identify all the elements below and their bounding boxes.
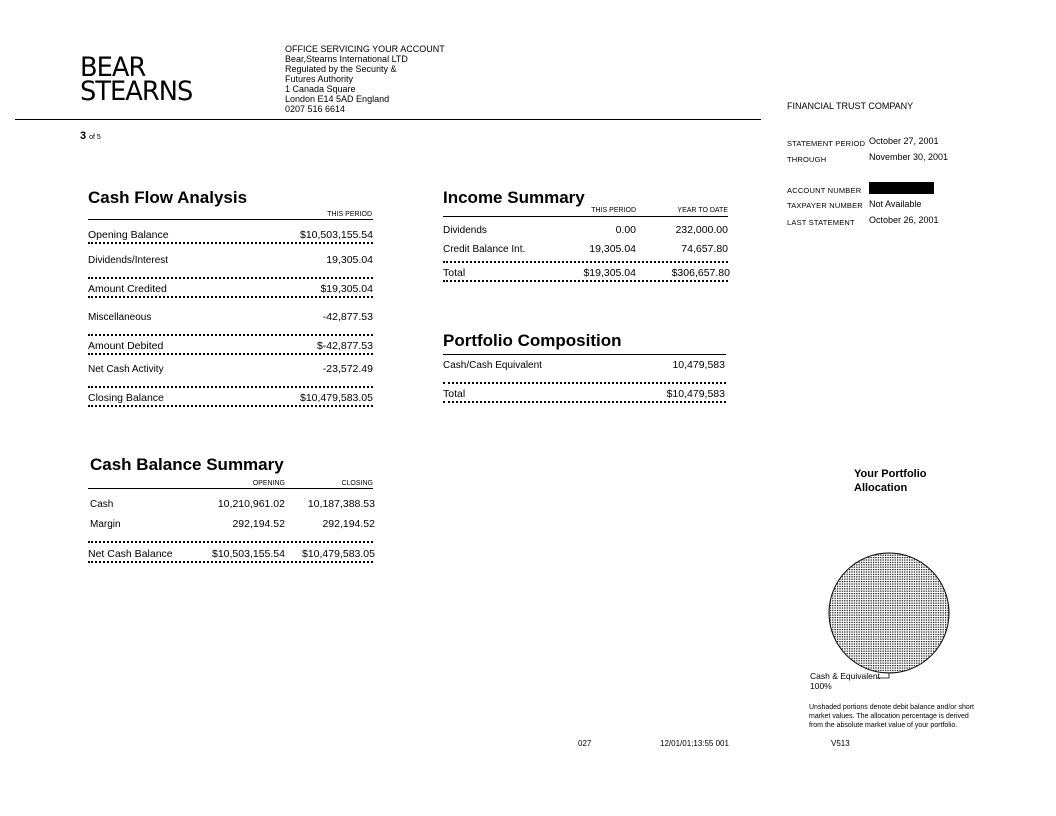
portfolio-composition-title: Portfolio Composition: [443, 331, 622, 350]
footer-version: V513: [831, 739, 850, 748]
pie-slice-cash-equivalent: [829, 553, 949, 673]
portfolio-rule: [443, 354, 726, 355]
dotted-rule: [88, 541, 373, 543]
table-row-value: 292,194.52: [232, 518, 285, 530]
table-row-value: 10,187,388.53: [307, 498, 375, 510]
page-number: [80, 130, 101, 142]
dotted-rule: [88, 242, 373, 244]
table-row-label: Total: [443, 267, 466, 279]
page-of: of 5: [89, 134, 101, 141]
table-row-value: $-42,877.53: [316, 340, 373, 352]
last-statement-label: LAST STATEMENT: [787, 218, 855, 227]
table-row-value: -23,572.49: [322, 363, 373, 375]
cash-balance-rule: [88, 488, 373, 489]
table-row-value: $10,479,583.05: [300, 392, 373, 404]
office-line: London E14 5AD England: [285, 94, 390, 104]
footer-timestamp: 12/01/01;13:55 001: [660, 739, 729, 748]
allocation-pie-chart: [825, 545, 955, 680]
allocation-title: [854, 467, 927, 495]
dotted-rule: [443, 382, 726, 384]
footer-code: 027: [578, 739, 592, 748]
office-line: 0207 516 6614: [285, 104, 346, 114]
page-current: 3: [80, 130, 87, 142]
logo-line-1: BEAR: [80, 52, 146, 83]
table-row-label: Miscellaneous: [88, 312, 152, 323]
office-line: Bear,Stearns International LTD: [285, 54, 408, 64]
table-row-label: Margin: [90, 519, 121, 530]
through-value: November 30, 2001: [869, 152, 949, 162]
dotted-rule: [88, 277, 373, 279]
dotted-rule: [88, 334, 373, 336]
table-row-value: 19,305.04: [326, 254, 373, 266]
dotted-rule: [443, 261, 728, 263]
table-row-label: Amount Credited: [88, 283, 167, 295]
allocation-title-line-1: Your Portfolio: [854, 468, 927, 480]
statement-period-value: October 27, 2001: [869, 136, 939, 146]
header-rule: [15, 119, 761, 120]
table-row-label: Dividends: [443, 225, 487, 236]
cash-balance-col-opening: OPENING: [252, 480, 285, 487]
pie-slice-label: [810, 671, 880, 691]
office-info: [285, 44, 445, 114]
through-label: THROUGH: [787, 155, 827, 164]
office-line: Futures Authority: [285, 74, 354, 84]
table-row-label: Cash/Cash Equivalent: [443, 360, 542, 371]
table-row-value: 19,305.04: [589, 243, 636, 255]
allocation-note-line: market values. The allocation percentage is derived: [809, 713, 969, 720]
cash-flow-title: Cash Flow Analysis: [88, 188, 248, 207]
table-row-value: 10,210,961.02: [217, 498, 285, 510]
table-row-value: $19,305.04: [320, 283, 373, 295]
table-row-value: $19,305.04: [583, 267, 636, 279]
allocation-note-line: from the absolute market value of your portfolio.: [809, 722, 958, 729]
logo-line-2: STEARNS: [80, 76, 193, 107]
account-number-redacted: [869, 182, 934, 194]
office-line: Regulated by the Security &: [285, 64, 397, 74]
table-row-label: Net Cash Activity: [88, 364, 164, 375]
taxpayer-number-label: TAXPAYER NUMBER: [787, 201, 863, 210]
table-row-value: 232,000.00: [675, 224, 728, 236]
allocation-title-line-2: Allocation: [854, 482, 908, 494]
table-row-value: 10,479,583: [672, 359, 725, 371]
table-row-value: $10,479,583.05: [302, 548, 375, 560]
income-col-this-period: THIS PERIOD: [591, 207, 636, 214]
dotted-rule: [443, 401, 726, 403]
table-row-label: Cash: [90, 499, 114, 510]
cash-flow-col-header: THIS PERIOD: [327, 211, 372, 218]
bear-stearns-logo: [80, 52, 198, 107]
table-row-value: 74,657.80: [681, 243, 728, 255]
table-row-value: $10,479,583: [666, 388, 725, 400]
table-row-value: 292,194.52: [322, 518, 375, 530]
income-summary-title: Income Summary: [443, 188, 585, 207]
pie-slice-name: Cash & Equivalent: [810, 671, 880, 681]
table-row-value: $10,503,155.54: [212, 548, 285, 560]
taxpayer-number-value: Not Available: [869, 199, 922, 209]
dotted-rule: [88, 353, 373, 355]
cash-balance-col-closing: CLOSING: [341, 480, 373, 487]
office-line: 1 Canada Square: [285, 84, 356, 94]
dotted-rule: [88, 296, 373, 298]
table-row-label: Opening Balance: [88, 229, 169, 241]
dotted-rule: [88, 561, 373, 563]
cash-flow-rule: [88, 219, 373, 220]
table-row-label: Closing Balance: [88, 392, 164, 404]
account-number-label: ACCOUNT NUMBER: [787, 186, 862, 195]
table-row-value: $306,657.80: [671, 267, 730, 279]
allocation-note: [809, 703, 994, 730]
table-row-value: $10,503,155.54: [300, 229, 373, 241]
table-row-label: Amount Debited: [88, 340, 164, 352]
last-statement-value: October 26, 2001: [869, 215, 939, 225]
cash-balance-title: Cash Balance Summary: [90, 455, 284, 474]
company-name: FINANCIAL TRUST COMPANY: [787, 101, 914, 111]
income-col-year-to-date: YEAR TO DATE: [677, 207, 728, 214]
income-rule: [443, 216, 728, 217]
office-heading: OFFICE SERVICING YOUR ACCOUNT: [285, 44, 445, 54]
statement-period-label: STATEMENT PERIOD: [787, 139, 866, 148]
pie-slice-percent: 100%: [810, 681, 832, 691]
allocation-note-line: Unshaded portions denote debit balance and/or short: [809, 704, 975, 711]
table-row-label: Net Cash Balance: [88, 548, 173, 560]
table-row-value: -42,877.53: [322, 311, 373, 323]
table-row-label: Credit Balance Int.: [443, 244, 526, 255]
dotted-rule: [88, 386, 373, 388]
table-row-label: Dividends/Interest: [88, 255, 169, 266]
dotted-rule: [88, 405, 373, 407]
table-row-value: 0.00: [615, 224, 636, 236]
table-row-label: Total: [443, 388, 466, 400]
dotted-rule: [443, 280, 728, 282]
